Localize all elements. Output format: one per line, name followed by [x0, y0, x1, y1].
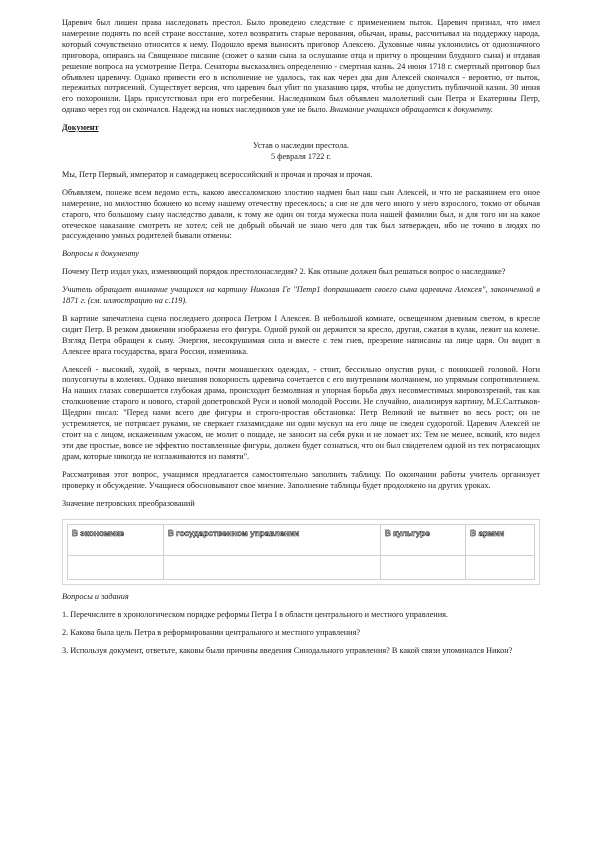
painting-paragraph-1: В картине запечатлена сцена последнего допроса Петром I Алексея. В небольшой комнате, освещенном дневным светом, в кресле сидит Петр. В резком движении изображена его фигура. Одной рукой он держится за кресло, другая, сжатая в кулак, лежит на колене. Взгляд Петра обращен к сыну. Энергия, несокрушимая сила и вместе с тем гнев, презрение написаны на лице царя. Он видит в Алексее врага государства, врага России, изменника. — [62, 313, 540, 356]
questions-heading: Вопросы к документу — [62, 249, 139, 259]
document-paragraph-2: Объявляем, понеже всем ведомо есть, какою авессаломскою злостию надмен был наш сын Алексей, и что не раскаянием его оное намерение, но милостию божиею ко всему нашему отечеству пресеклось; а сие не для чего иного у него взрослого, токмо от обычая старого, что большому сыну наследство давали, к тому же один он тогда мужеска пола нашей фамилии был, и для того ни на какое отеческое наказание смотреть не хотел; сей не добрый обычай не знаю чего для так был затвержден, ибо не точию в людях по рассуждению умных родителей бывали отмены: — [62, 187, 540, 241]
task-1: 1. Перечислите в хронологическом порядке реформы Петра I в области центрального и местного управления. — [62, 610, 448, 620]
reforms-table — [67, 524, 535, 580]
header-army: В армии — [466, 525, 535, 556]
cell-economy[interactable] — [68, 556, 164, 580]
intro-note: Внимание учащихся обращается к документу. — [329, 105, 493, 115]
header-government: В государственном управлении — [163, 525, 380, 556]
tasks-heading: Вопросы и задания — [62, 592, 129, 602]
document-title: Устав о наследии престола. — [253, 141, 349, 151]
document-date: 5 февраля 1722 г. — [270, 151, 331, 161]
cell-government[interactable] — [163, 556, 380, 580]
document-heading: Документ — [62, 123, 99, 133]
header-economy: В экономике — [68, 525, 164, 556]
reforms-table-frame — [62, 519, 540, 585]
table-header-row — [68, 525, 535, 556]
table-caption: Значение петровских преобразований — [62, 498, 195, 508]
header-culture: В культуре — [380, 525, 465, 556]
teacher-note: Учитель обращает внимание учащихся на картину Николая Ге "Петр1 допрашивает своего сына царевича Алексея", законченной в 1871 г. (см. иллюстрацию на с.119). — [62, 285, 540, 306]
intro-paragraph — [62, 18, 540, 116]
questions-text: Почему Петр издал указ, изменяющий порядок престолонаследия? 2. Как отныне должен был решаться вопрос о наследнике? — [62, 267, 506, 277]
table-row — [68, 556, 535, 580]
task-2: 2. Какова была цель Петра в реформировании центрального и местного управления? — [62, 628, 361, 638]
cell-army[interactable] — [466, 556, 535, 580]
task-paragraph: Рассматривая этот вопрос, учащимся предлагается самостоятельно заполнить таблицу. По окончании работы учитель организует проверку и обсуждение. Учащиеся обосновывают свое мнение. Заполнение таблицы будет продолжено на других уроках. — [62, 469, 540, 490]
task-3: 3. Используя документ, ответьте, каковы были причины введения Синодального управления? В какой связи упоминался Никон? — [62, 646, 513, 656]
document-paragraph-1: Мы, Петр Первый, император и самодержец всероссийский и прочая и прочая и прочая. — [62, 169, 373, 179]
painting-paragraph-2: Алексей - высокий, худой, в черных, почти монашеских одеждах, - стоит, бессильно опустив руки, с поникшей головой. Ноги полусогнуты в коленях. Однако внешняя покорность царевича сочетается с его внутренним молчанием, но упрямым сопротивлением. На наших глазах совершается глубокая драма, происходит безмолвная и упорная борьба двух несовместимых мировоззрений, так как столкновение старого и нового, старой допетровской Руси и новой молодой России. Не случайно, анализируя картину, М.Е.Салтыков-Щедрин писал: "Перед нами всего две фигуры и строго-простая обстановка: Петр Великий не вытянет во весь рост; он не устремляется, не потрясает руками, не сверкает глазами;даже ни один мускул на его лице не сведен судорогой. Царевич Алексей не стоит на с лицом, искаженным ужасом, не молит о пощаде, не заносит на себя руки и не ломает их: Тем не менее, всякий, кто видел эти две простые, вовсе не эффектно поставленные фигуры, должен будет сознаться, что он был свидетелем одной из тех потрясающих драм, которые никогда не изглаживаются из памяти". — [62, 364, 540, 461]
document-page — [62, 18, 540, 657]
cell-culture[interactable] — [380, 556, 465, 580]
intro-text: Царевич был лишен права наследовать престол. Было проведено следствие с применением пыток. Царевич признал, что имел намерение поднять по всей стране восстание, хотел возвратить старые верования, обычаи, нравы, рассчитывал на поддержку народа, который сочувственно относится к нему. Подошло время выносить приговор Алексею. Духовные чины уклонились от однозначного приговора, опираясь на Священное писание (сюжет о казни сына за ослушание отца и притчу о прощении блудного сына) и отдавая решение вопроса на усмотрение Петра. Сенаторы высказались определенно - смертная казнь. 24 июня 1718 г. смертный приговор был объявлен царевичу. Однако привести его в исполнение не удалось, так как через два дня Алексей скончался - вероятно, от пыток, пережитых потрясений. Существует версия, что царевич был убит по указанию царя, чтобы не допустить публичной казни. 30 июня его похоронили. Царь присутствовал при его погребении. Наследником был объявлен малолетний сын Петра и Екатерины Петр, однако через год он скончался. Надежд на новых наследников уже не было. — [62, 18, 540, 115]
